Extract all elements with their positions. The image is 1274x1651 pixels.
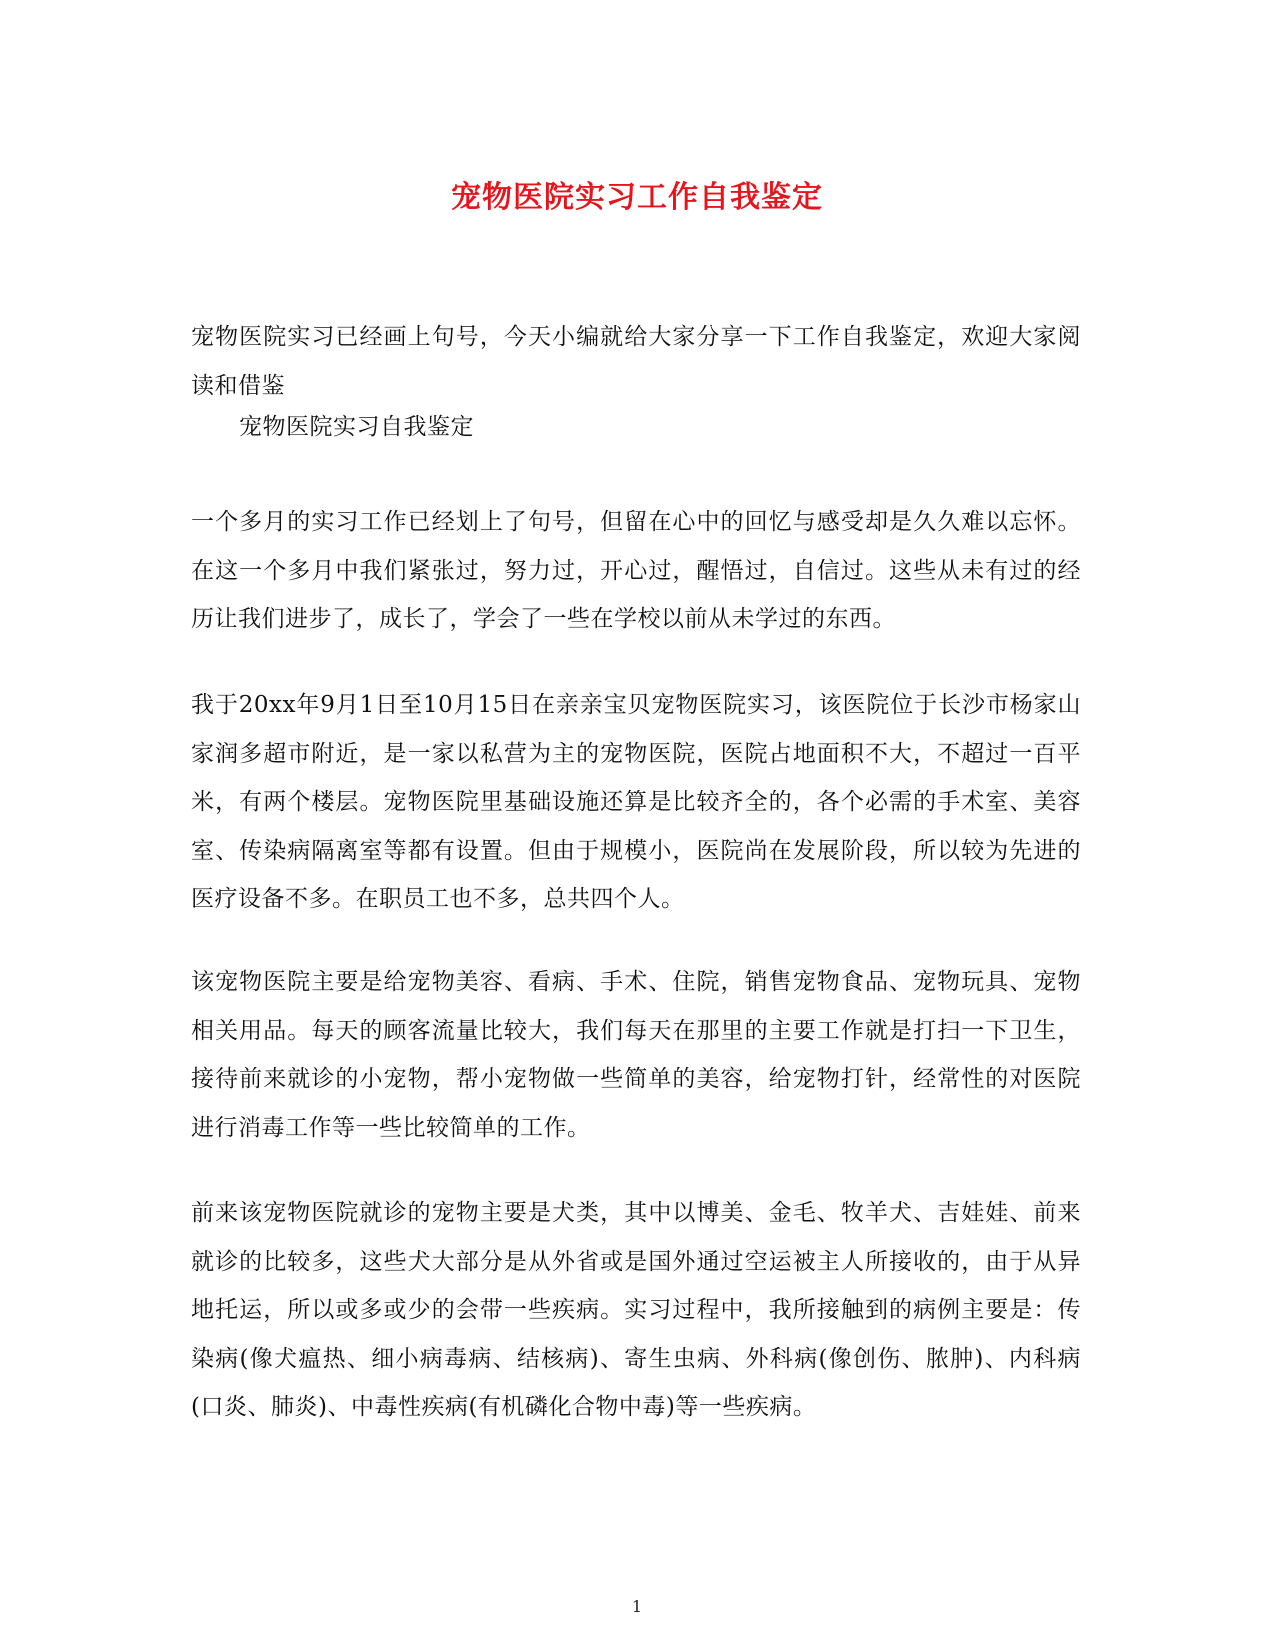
document-title: 宠物医院实习工作自我鉴定 xyxy=(451,180,823,215)
intro-paragraph: 宠物医院实习已经画上句号，今天小编就给大家分享一下工作自我鉴定，欢迎大家阅读和借鉴 xyxy=(191,324,1081,399)
body-paragraph-4: 前来该宠物医院就诊的宠物主要是犬类，其中以博美、金毛、牧羊犬、吉娃娃、前来就诊的比较多，这些犬大部分是从外省或是国外通过空运被主人所接收的，由于从异地托运，所以或多或少的会带一些疾病。实习过程中，我所接触到的病例主要是：传染病(像犬瘟热、细小病毒病、结核病)、寄生虫病、外科病(像创伤、脓肿)、内科病(口炎、肺炎)、中毒性疾病(有机磷化合物中毒)等一些疾病。 xyxy=(191,1200,1081,1420)
page-number: 1 xyxy=(631,1597,643,1616)
body-paragraph-2: 我于20xx年9月1日至10月15日在亲亲宝贝宠物医院实习，该医院位于长沙市杨家山家润多超市附近，是一家以私营为主的宠物医院，医院占地面积不大，不超过一百平米，有两个楼层。宠物医院里基础设施还算是比较齐全的，各个必需的手术室、美容室、传染病隔离室等都有设置。但由于规模小，医院尚在发展阶段，所以较为先进的医疗设备不多。在职员工也不多，总共四个人。 xyxy=(191,692,1081,912)
section-subheading: 宠物医院实习自我鉴定 xyxy=(239,414,474,440)
body-paragraph-3: 该宠物医院主要是给宠物美容、看病、手术、住院，销售宠物食品、宠物玩具、宠物相关用品。每天的顾客流量比较大，我们每天在那里的主要工作就是打扫一下卫生，接待前来就诊的小宠物，帮小宠物做一些简单的美容，给宠物打针，经常性的对医院进行消毒工作等一些比较简单的工作。 xyxy=(191,969,1081,1141)
body-paragraph-1: 一个多月的实习工作已经划上了句号，但留在心中的回忆与感受却是久久难以忘怀。在这一个多月中我们紧张过，努力过，开心过，醒悟过，自信过。这些从未有过的经历让我们进步了，成长了，学会了一些在学校以前从未学过的东西。 xyxy=(191,509,1081,632)
